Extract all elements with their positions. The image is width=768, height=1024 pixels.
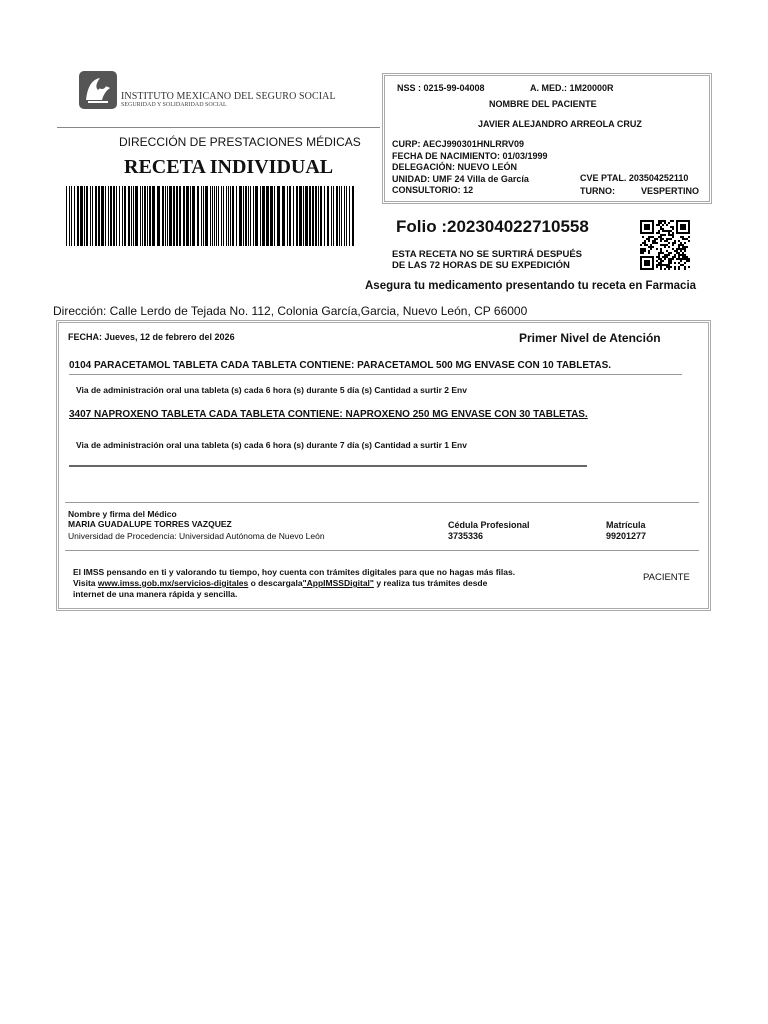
header-divider [57,127,380,128]
drug-underline-1 [69,374,682,375]
doctor-section-divider [65,502,699,503]
institution-name: INSTITUTO MEXICANO DEL SEGURO SOCIAL [121,91,336,102]
shift-value: VESPERTINO [641,186,700,196]
prescription-box [56,320,711,611]
cve-ptal-field: CVE PTAL. 203504252110 [580,173,689,183]
drug-instructions-1: Via de administración oral una tableta (s) cada 6 hora (s) durante 5 día (s) Cantidad a surtir 2 Env [76,385,467,395]
patient-name: JAVIER ALEJANDRO ARREOLA CRUZ [478,119,642,129]
nss-field: NSS : 0215-99-04008 [397,83,485,93]
drug-instructions-2: Via de administración oral una tableta (s) cada 6 hora (s) durante 7 día (s) Cantidad a surtir 1 Env [76,440,467,450]
copy-label: PACIENTE [643,572,690,583]
medical-aggregate: A. MED.: 1M20000R [530,83,614,93]
drug-line-2: 3407 NAPROXENO TABLETA CADA TABLETA CONTIENE: NAPROXENO 250 MG ENVASE CON 30 TABLETAS. [69,409,588,420]
prescription-date: FECHA: Jueves, 12 de febrero del 2026 [68,332,235,342]
doctor-name: MARIA GUADALUPE TORRES VAZQUEZ [68,519,232,529]
qr-code-icon [640,220,690,270]
license-number: 3735336 [448,531,484,541]
document-title: RECETA INDIVIDUAL [124,156,334,178]
office-field: CONSULTORIO: 12 [392,185,474,195]
procedures-text: y realiza tus trámites desde [373,578,488,588]
care-level: Primer Nivel de Atención [519,331,661,345]
clinic-address: Dirección: Calle Lerdo de Tejada No. 112, Colonia García,Garcia, Nuevo León, CP 66000 [53,304,528,318]
matricula-label: Matrícula [606,520,646,530]
direction-title: DIRECCIÓN DE PRESTACIONES MÉDICAS [119,135,361,149]
visit-text: Visita [73,578,98,588]
barcode-icon [66,186,356,246]
patient-info-box [382,73,712,204]
doctor-university: Universidad de Procedencia: Universidad Autónoma de Nuevo León [68,531,325,541]
digital-services-line2 [73,578,487,588]
digital-services-line3: internet de una manera rápida y sencilla. [73,589,238,599]
matricula-number: 99201277 [606,531,647,541]
institution-motto: SEGURIDAD Y SOLIDARIDAD SOCIAL [121,102,227,108]
app-name: "AppIMSSDigital" [302,578,374,588]
drug-line-1: 0104 PARACETAMOL TABLETA CADA TABLETA CONTIENE: PARACETAMOL 500 MG ENVASE CON 10 TABLETAS. [69,360,612,371]
birth-date-field: FECHA DE NACIMIENTO: 01/03/1999 [392,151,548,161]
expiry-notice-line2: DE LAS 72 HORAS DE SU EXPEDICIÓN [392,260,570,271]
doctor-label: Nombre y firma del Médico [68,509,177,519]
delegation-field: DELEGACIÓN: NUEVO LEÓN [392,162,518,172]
license-label: Cédula Profesional [448,520,530,530]
unit-field: UNIDAD: UMF 24 Villa de García [392,174,529,184]
patient-name-label: NOMBRE DEL PACIENTE [489,99,597,109]
digital-services-line1: El IMSS pensando en ti y valorando tu tiempo, hoy cuenta con trámites digitales para que no hagas más filas. [73,567,516,577]
footer-divider [65,550,699,551]
download-text: o descargala [248,578,303,588]
imss-digital-services-link[interactable]: www.imss.gob.mx/servicios-digitales [97,578,249,588]
shift-label: TURNO: [580,186,615,196]
pharmacy-note: Asegura tu medicamento presentando tu receta en Farmacia [365,280,697,292]
expiry-notice-line1: ESTA RECETA NO SE SURTIRÁ DESPUÉS [392,249,583,260]
folio-number: Folio :202304022710558 [396,217,589,236]
end-of-prescription-line [69,465,587,467]
imss-logo-icon [78,70,118,110]
curp-field: CURP: AECJ990301HNLRRV09 [392,139,525,149]
